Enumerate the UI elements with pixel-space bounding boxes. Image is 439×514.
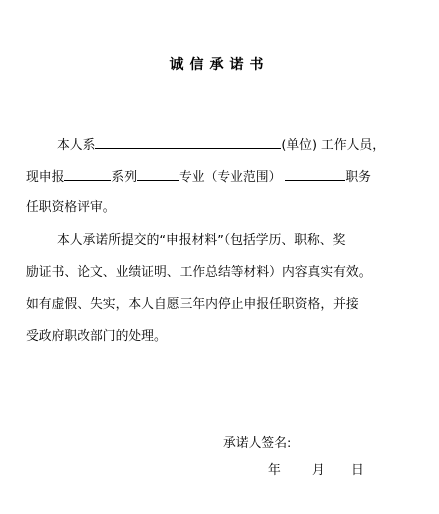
text-specialty: 专业（专业范围） xyxy=(178,170,282,185)
date-year: 年 xyxy=(268,463,281,478)
text-unit-suffix: (单位) 工作人员， xyxy=(281,138,386,153)
paragraph-1-line-3: 任职资格评审。 xyxy=(26,200,116,215)
paragraph-1-line-2 xyxy=(26,167,371,187)
text-series: 系列 xyxy=(111,170,137,185)
text-declarant-prefix: 本人系 xyxy=(57,138,96,153)
paragraph-2-line-3: 如有虚假、失实，本人自愿三年内停止申报任职资格，并接 xyxy=(26,297,359,312)
text-position: 职务 xyxy=(345,170,371,185)
signature-label: 承诺人签名: xyxy=(223,436,292,451)
paragraph-2-line-1: 本人承诺所提交的“申报材料”（包括学历、职称、奖 xyxy=(57,233,346,248)
paragraph-1-line-1 xyxy=(57,135,385,155)
paragraph-2-line-2: 励证书、论文、业绩证明、工作总结等材料）内容真实有效。 xyxy=(26,265,372,280)
text-apply-prefix: 现申报 xyxy=(26,170,65,185)
document-title: 诚信承诺书 xyxy=(169,57,270,73)
paragraph-2-line-4: 受政府职改部门的处理。 xyxy=(26,329,167,344)
position-blank[interactable] xyxy=(285,167,345,181)
date-day: 日 xyxy=(351,463,364,478)
specialty-blank[interactable] xyxy=(137,167,179,181)
date-month: 月 xyxy=(312,463,325,478)
series-blank[interactable] xyxy=(64,167,111,181)
unit-name-blank[interactable] xyxy=(95,135,281,149)
